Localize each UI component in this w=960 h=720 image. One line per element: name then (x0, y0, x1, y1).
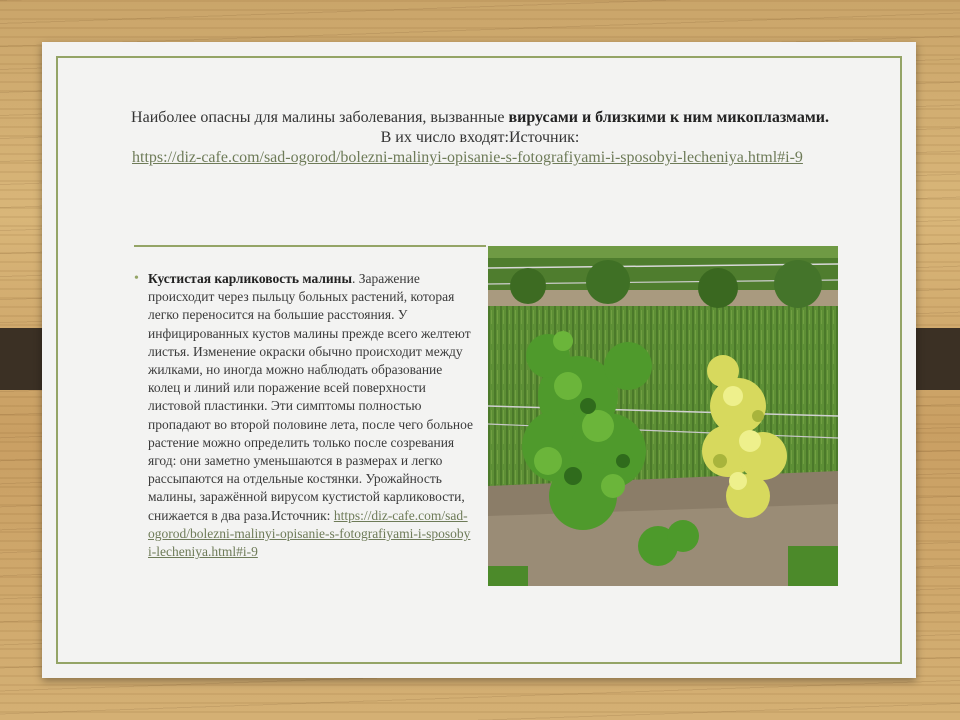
photo-illustration (488, 246, 838, 586)
bullet-block (134, 270, 474, 561)
raspberry-plants-photo (488, 246, 838, 586)
bullet-icon: • (134, 271, 139, 286)
title-source-link[interactable]: https://diz-cafe.com/sad-ogorod/bolezni-malinyi-opisanie-s-fotografiyami-i-sposobyi-lecheniya.html#i-9 (132, 149, 803, 166)
slide-title (128, 108, 832, 168)
bullet-text (148, 270, 474, 561)
bullet-heading-tail: . (352, 271, 356, 286)
title-tail: В их число входят:Источник: (380, 129, 580, 146)
bullet-body: Заражение происходит через пыльцу больных растений, которая легко переносится на большие расстояния. У инфицированных кустов малины прежде всего желтеют листья. Изменение окраски обычно происходит между жилками, но иногда можно наблюдать образование колец и линий или поражение всей поверхности листовой пластинки. Эти симптомы полностью пропадают во второй половине лета, после чего больное растение можно определить только после созревания ягод: они заметно уменьшаются в размерах и легко рассыпаются на отдельные костянки. Урожайность малины, заражённой вирусом кустистой карликовости, снижается в два раза.Источник: (148, 271, 473, 523)
slide-card (42, 42, 916, 678)
bullet-heading: Кустистая карликовость малины (148, 271, 352, 286)
section-divider (134, 245, 486, 247)
title-bold: вирусами и близкими к ним микоплазмами. (508, 109, 829, 126)
bullet-source-link[interactable]: https://diz-cafe.com/sad-ogorod/bolezni-malinyi-opisanie-s-fotografiyami-i-sposobyi-lecheniya.html#i-9 (148, 507, 471, 560)
title-lead: Наиболее опасны для малины заболевания, вызванные (131, 109, 509, 126)
